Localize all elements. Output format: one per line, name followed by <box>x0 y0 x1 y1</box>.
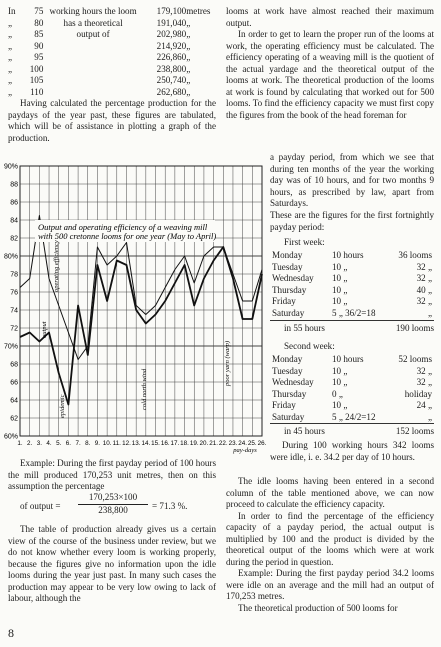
first-week-total: in 55 hours 190 looms <box>270 320 434 335</box>
left-top-paragraph: Having calculated the percentage production for the paydays of the year past, these figures are tabulated, which will be of assistance in plotting a graph of the production. <box>8 98 216 143</box>
x-tick-label: 21. <box>209 440 218 447</box>
x-tick-label: 20. <box>199 440 209 447</box>
x-tick-label: 25. <box>247 440 257 447</box>
page-number: 8 <box>8 626 14 640</box>
x-tick-label: 26. <box>257 440 267 447</box>
x-tick-label: 13. <box>131 440 141 447</box>
right-para4: These are the figures for the first fortnightly payday period: <box>270 210 434 232</box>
y-tick-label: 80% <box>3 253 18 261</box>
efficiency-chart <box>0 160 270 460</box>
y-tick-label: 60% <box>3 433 18 441</box>
chart-title-line2: with 500 cretonne looms for one year (May to April) <box>38 231 217 241</box>
x-tick-label: 12. <box>122 440 131 447</box>
x-tick-label: 4. <box>46 440 52 447</box>
y-tick-label: 88 <box>10 181 18 189</box>
y-tick-label: 64 <box>10 397 18 405</box>
x-tick-label: 19. <box>189 440 199 447</box>
y-tick-label: 78 <box>10 271 18 279</box>
second-week-title: Second week: <box>284 341 335 351</box>
annotation-output: output <box>41 321 48 338</box>
y-tick-label: 68 <box>10 361 18 369</box>
x-tick-label: 11. <box>112 440 121 447</box>
y-tick-label: 74 <box>10 307 18 315</box>
x-tick-label: 23. <box>228 440 238 447</box>
bottom-left-para2: The table of production already gives us a certain view of the course of the business under review, but we do not know whether every loom is working properly, because the figures give no information upon the idle looms during the year just past. In many such cases the production may appear to be very low owing to lack of labour, although the <box>8 524 216 603</box>
x-tick-label: 8. <box>85 440 91 447</box>
x-tick-label: 9. <box>94 440 101 447</box>
loom-output-table: In 75 working hours the loom 179,100 metres „ 80 has a theoretical 191,040 „ „ 85 output of 202,980 „ „ 90 214,920 „ „ 95 226,860 „ „ 100 238,800 „ „ 105 250,740 „ „ 110 262,680 „ <box>8 6 211 97</box>
annotation-efficiency: operating efficiency <box>53 240 60 292</box>
second-week-table: Monday 10 hours 52 looms Tuesday 10 „ 32 „ Wednesday 10 „ 32 „ Thursday 0 „ holiday Friday 10 „ 24 „ Saturday 5 „ 24/2=12 „ <box>272 354 432 422</box>
annotation-poor-yarn: poor yarn (warp) <box>224 340 231 386</box>
x-tick-label: 15. <box>151 440 160 447</box>
y-tick-label: 76 <box>10 289 18 297</box>
x-tick-label: 6. <box>65 440 72 447</box>
second-week-total: in 45 hours 152 looms <box>270 423 434 438</box>
x-tick-label: 17. <box>170 440 180 447</box>
x-tick-label: 3. <box>36 440 42 447</box>
y-tick-label: 82 <box>10 235 18 243</box>
y-tick-label: 66 <box>10 379 18 387</box>
y-tick-label: 90% <box>3 163 18 171</box>
right-para3: a payday period, from which we see that during ten months of the year the working day was of 10 hours, and for two months 9 hours, as prescribed by law, apart from Saturdays. <box>270 152 434 208</box>
bottom-left-para1: Example: During the first payday period of 100 hours the mill produced 170,253 unit metres, then on this assumption the percentage <box>8 458 216 491</box>
y-tick-label: 62 <box>10 415 18 423</box>
right-bottom-text: The idle looms having been entered in a second column of the table mentioned above, we can now proceed to calculate the efficiency capacity. In order to find the percentage of the efficiency capacity of a payday period, the actual output is multiplied by 100 and the product is divided by the theoretical output of the looms which were at work during the period in question. Example: During the first payday period 34.2 looms were idle on an average and the mill had an output of 170,253 metres. The theoretical production of 500 looms for <box>226 476 434 613</box>
x-tick-label: 2. <box>27 440 33 447</box>
x-tick-label: 16. <box>160 440 170 447</box>
y-tick-label: 72 <box>10 325 18 333</box>
first-week-title: First week: <box>284 237 325 247</box>
y-tick-label: 70% <box>3 343 18 351</box>
efficiency-formula: of output = 170,253×100 238,800 = 71.3 %. <box>20 492 188 515</box>
chart-title-line1: Output and operating efficiency of a weaving mill <box>38 222 208 232</box>
x-axis-label: pay-days <box>233 447 257 454</box>
right-top-text: looms at work have almost reached their maximum output. In order to get to learn the proper run of the looms at work, the operating efficiency must be calculated. The efficiency operating of a weaving mill is the quotient of the actual yardage and the theoretical output of the looms at work. The theoretical production of the looms at work is found by calculating that worked out for 500 looms. To find the efficiency capacity we must first copy the figures from the book of the head foreman for <box>226 6 434 120</box>
right-para5: During 100 working hours 342 looms were idle, i. e. 34.2 per day of 10 hours. <box>270 440 434 462</box>
y-tick-label: 84 <box>10 217 18 225</box>
x-tick-label: 18. <box>180 440 189 447</box>
annotation-epidemic: epidemic <box>59 394 66 418</box>
x-tick-label: 7. <box>75 440 81 447</box>
x-tick-label: 22. <box>218 440 228 447</box>
first-week-table: Monday 10 hours 36 looms Tuesday 10 „ 32 „ Wednesday 10 „ 32 „ Thursday 10 „ 40 „ Friday 10 „ 32 „ Saturday 5 „ 36/2=18 „ <box>272 250 432 318</box>
x-tick-label: 10. <box>102 440 112 447</box>
annotation-cold-wind: cold north wind <box>141 368 148 410</box>
x-tick-label: 5. <box>56 440 62 447</box>
x-tick-label: 24. <box>238 440 248 447</box>
x-tick-label: 14. <box>141 440 151 447</box>
x-tick-label: 1. <box>17 440 23 447</box>
y-tick-label: 86 <box>10 199 18 207</box>
